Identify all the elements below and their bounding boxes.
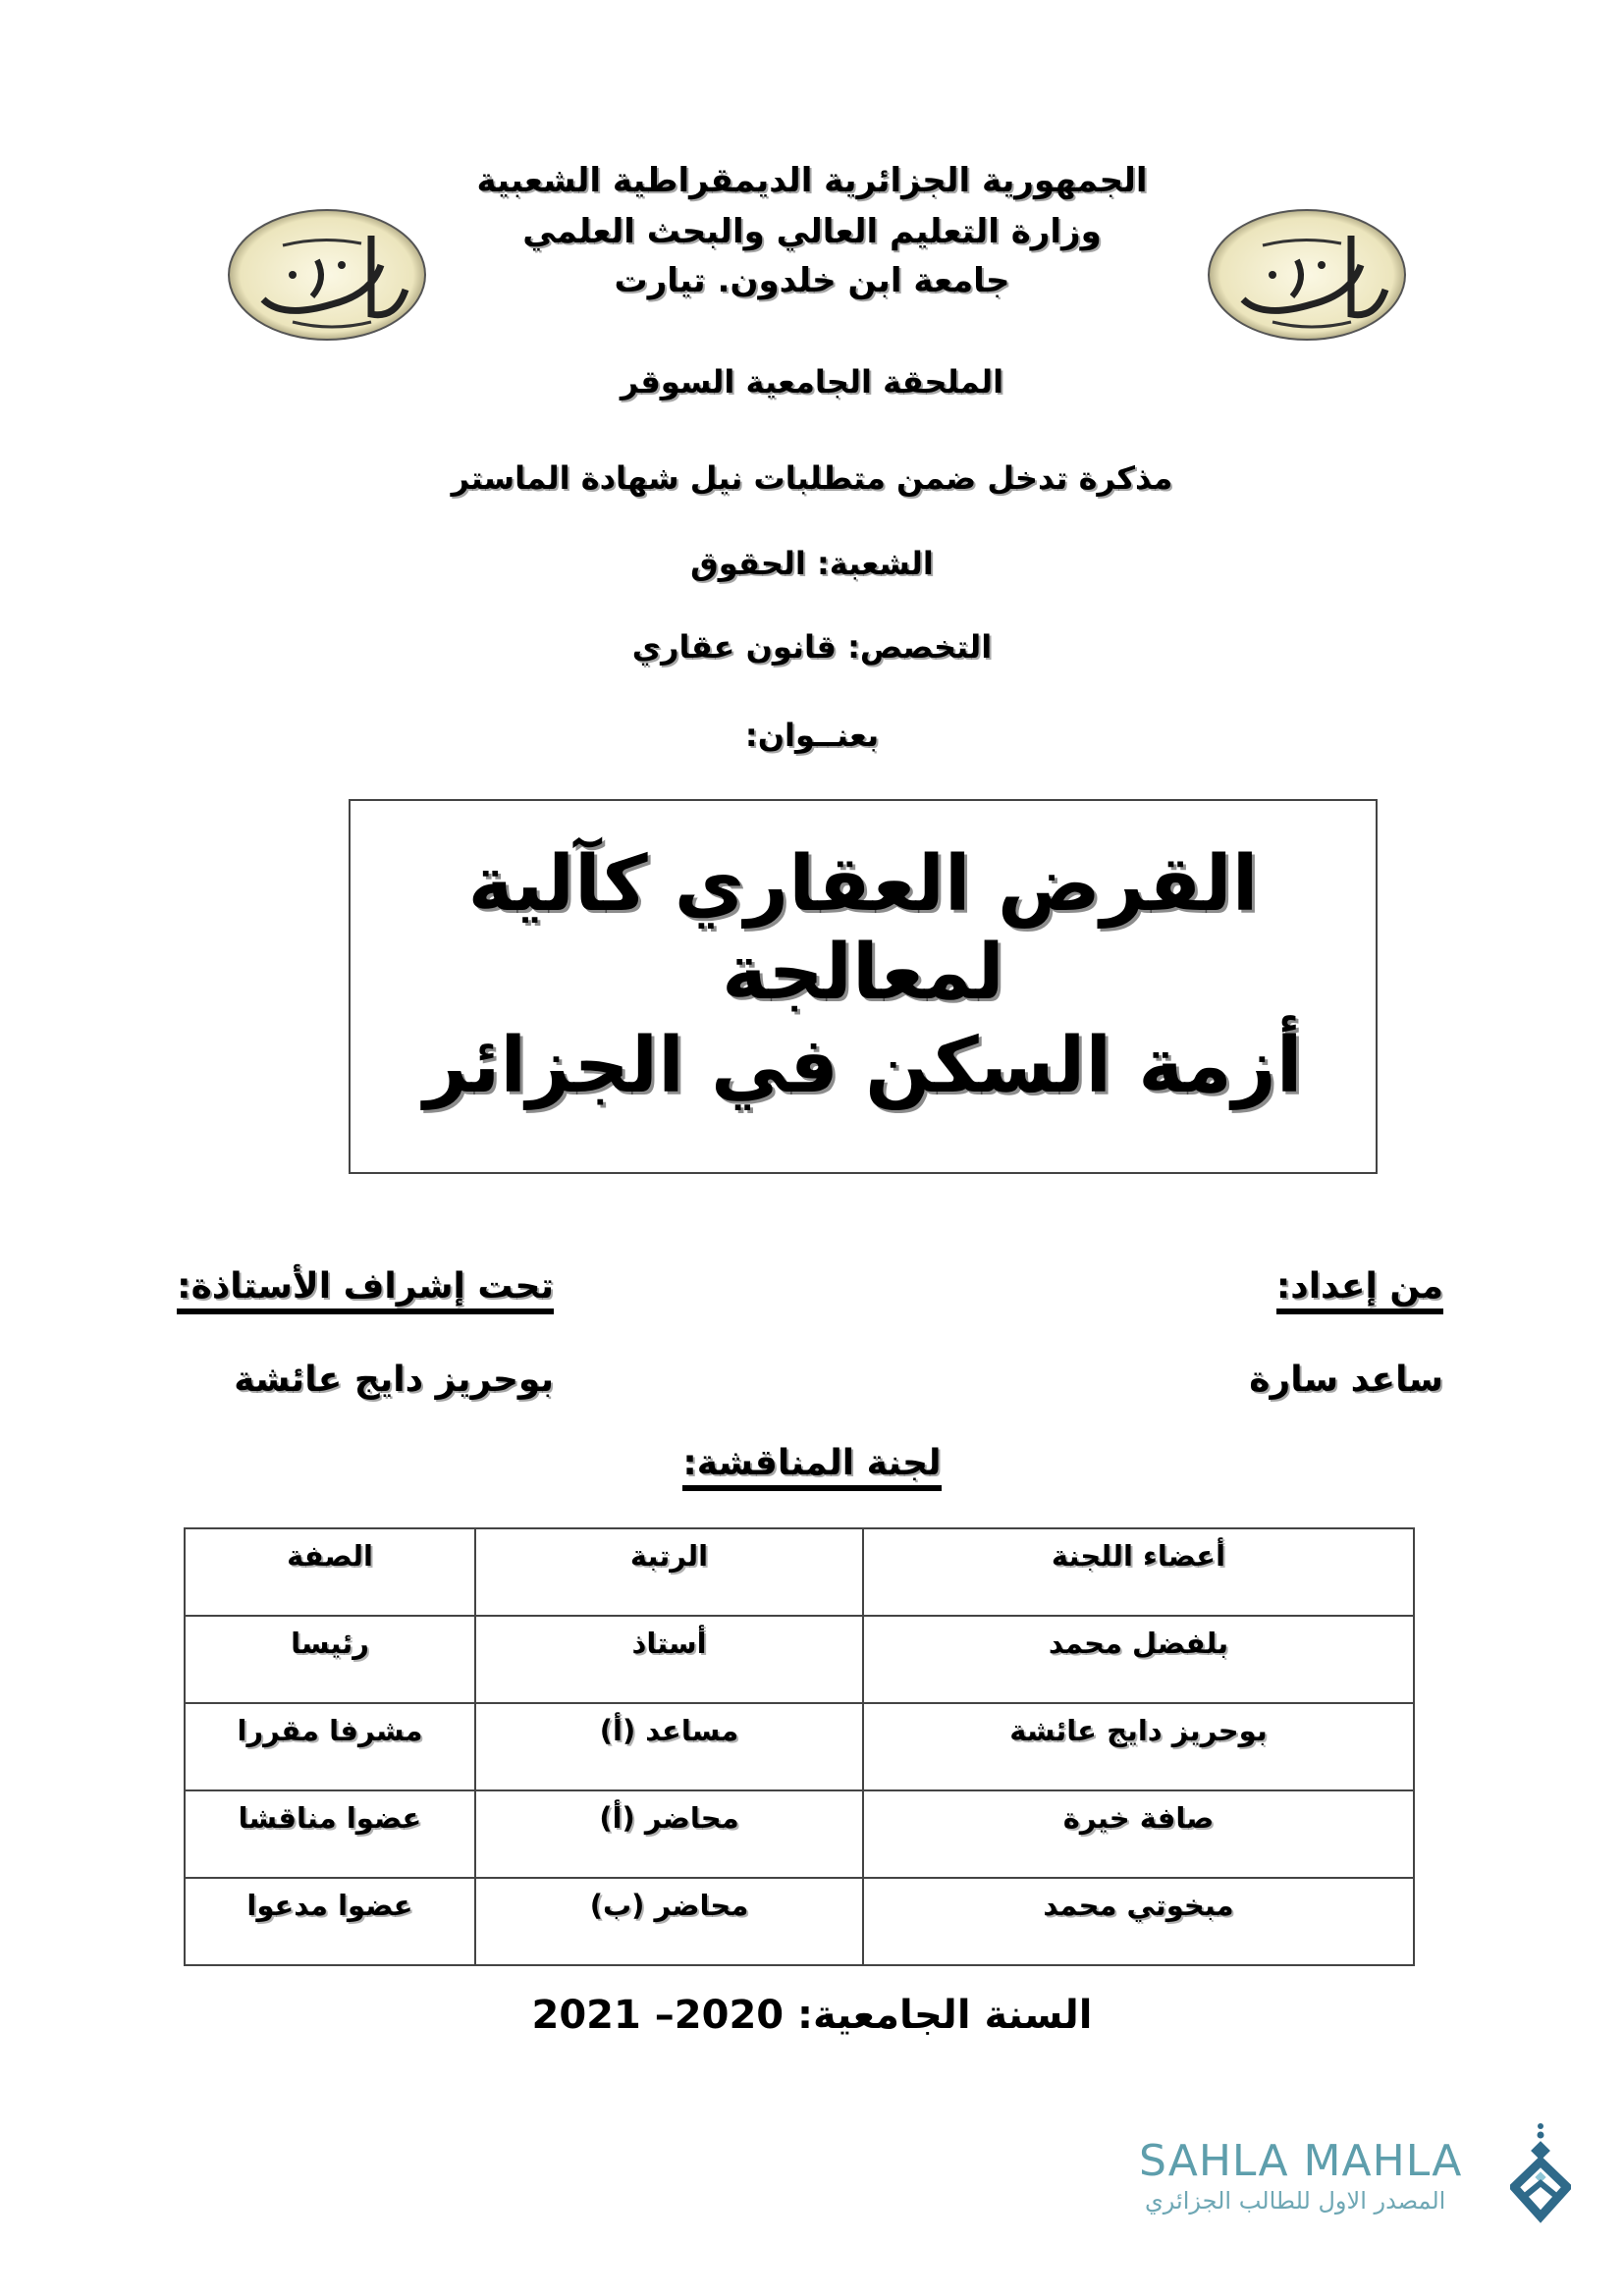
- table-header-row: [185, 1528, 1414, 1616]
- branch: الشعبة: الحقوق: [690, 545, 934, 582]
- university-name: جامعة ابن خلدون. تيارت: [614, 261, 1010, 300]
- prepared-by-label: من إعداد:: [1276, 1266, 1443, 1314]
- thesis-purpose: مذكرة تدخل ضمن متطلبات نيل شهادة الماستر: [451, 459, 1173, 497]
- academic-year: السنة الجامعية: 2020– 2021: [531, 1993, 1093, 2038]
- committee-heading: لجنة المناقشة:: [682, 1443, 941, 1491]
- title-label: بعنــوان:: [744, 717, 880, 754]
- thesis-title-line2: أزمة السكن في الجزائر: [423, 1022, 1303, 1110]
- member-role: مشرفا مقررا: [185, 1703, 475, 1790]
- student-name: ساعد سارة: [1249, 1360, 1443, 1400]
- supervisor-label: تحت إشراف الأستاذة:: [177, 1266, 554, 1314]
- member-role: رئيسا: [185, 1616, 475, 1703]
- thesis-title-line1: القرض العقاري كآلية لمعالجة: [467, 840, 1259, 1017]
- column-header: الرتبة: [475, 1528, 863, 1616]
- table-row: [185, 1703, 1414, 1790]
- member-name: بلفضل محمد: [863, 1616, 1414, 1703]
- supervisor-name: بوحريز دايج عائشة: [234, 1360, 554, 1400]
- specialty: التخصص: قانون عقاري: [631, 628, 993, 666]
- committee-heading-wrap: [0, 1443, 1624, 1483]
- ministry-name: وزارة التعليم العالي والبحث العلمي: [522, 212, 1102, 251]
- brand-tagline: المصدر الاول للطالب الجزائري: [1145, 2187, 1446, 2215]
- annex-name: الملحقة الجامعية السوقر: [620, 363, 1004, 400]
- table-row: [185, 1878, 1414, 1965]
- member-name: بوحريز دايج عائشة: [863, 1703, 1414, 1790]
- brand-name: SAHLA MAHLA: [1139, 2136, 1463, 2186]
- member-rank: محاضر (أ): [475, 1790, 863, 1878]
- table-row: [185, 1616, 1414, 1703]
- committee-table: [184, 1527, 1415, 1966]
- member-rank: محاضر (ب): [475, 1878, 863, 1965]
- republic-name: الجمهورية الجزائرية الديمقراطية الشعبية: [476, 161, 1148, 200]
- table-row: [185, 1790, 1414, 1878]
- member-rank: مساعد (أ): [475, 1703, 863, 1790]
- member-role: عضوا مناقشا: [185, 1790, 475, 1878]
- prepared-by-block: [1276, 1266, 1443, 1307]
- column-header: الصفة: [185, 1528, 475, 1616]
- member-role: عضوا مدعوا: [185, 1878, 475, 1965]
- sahla-mahla-watermark: [1139, 2118, 1571, 2226]
- supervisor-block: [177, 1266, 554, 1307]
- column-header: أعضاء اللجنة: [863, 1528, 1414, 1616]
- member-name: صافة خيرة: [863, 1790, 1414, 1878]
- member-name: مبخوتي محمد: [863, 1878, 1414, 1965]
- thesis-title-box: [349, 799, 1378, 1174]
- member-rank: أستاذ: [475, 1616, 863, 1703]
- sahla-mahla-logo-icon: [1510, 2118, 1571, 2224]
